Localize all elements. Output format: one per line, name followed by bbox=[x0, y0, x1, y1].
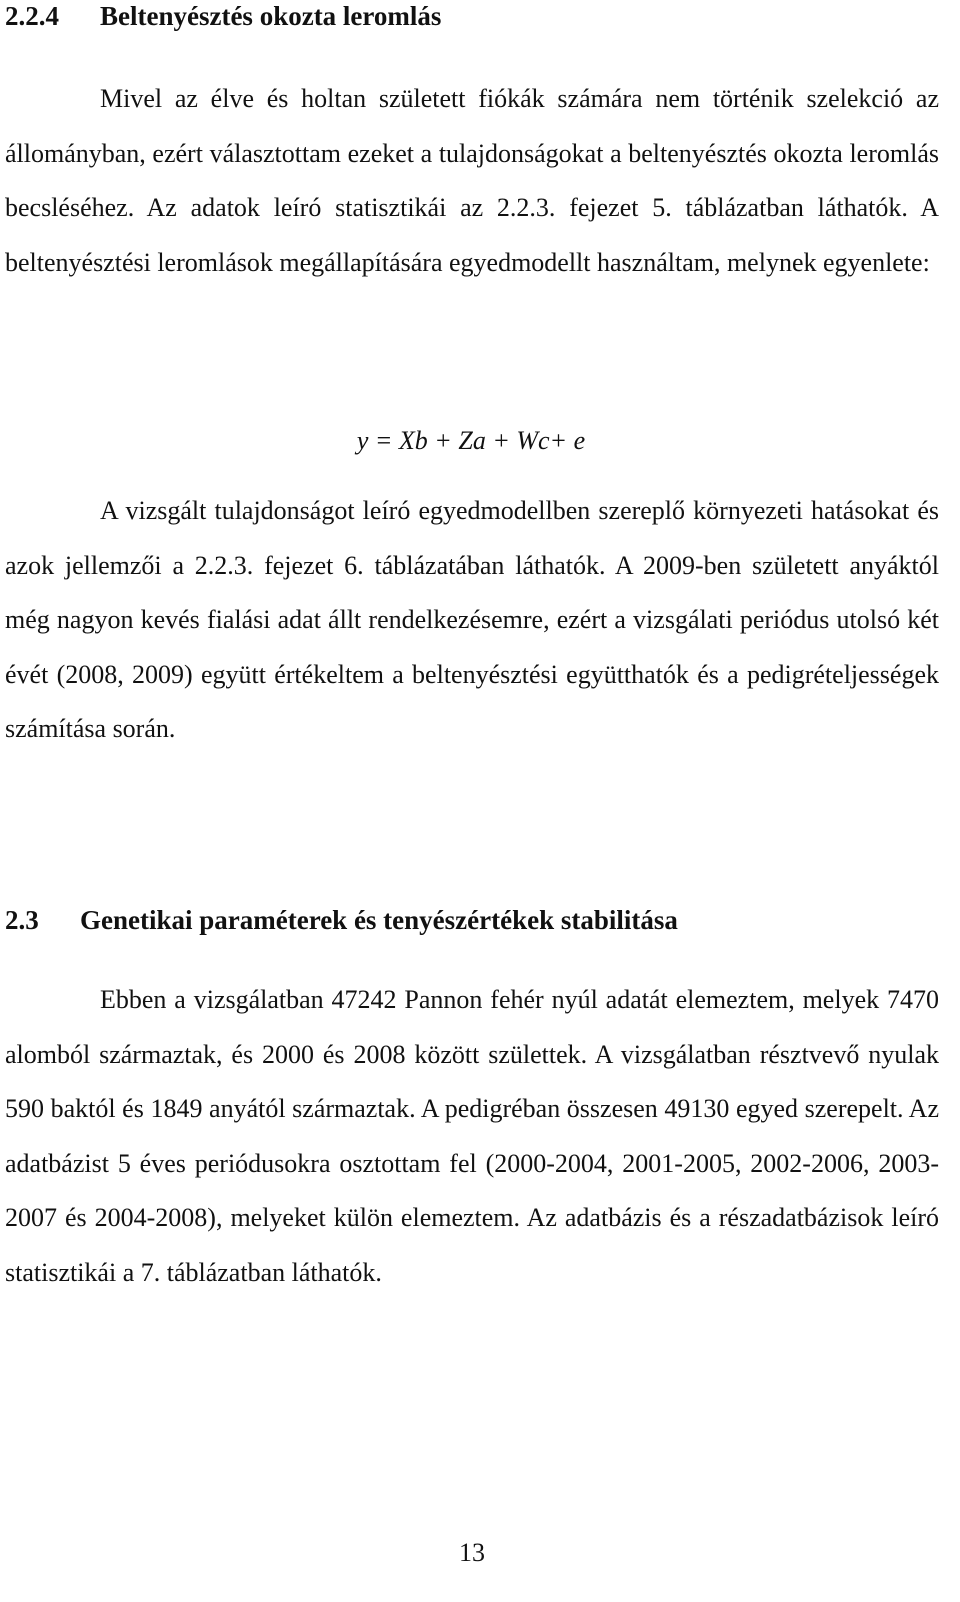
paragraph-genetic-parameters: Ebben a vizsgálatban 47242 Pannon fehér nyúl adatát elemeztem, melyek 7470 alomból származtak, és 2000 és 2008 között születtek. A vizsgálatban résztvevő nyulak 590 baktól és 1849 anyától származtak. A pedigréban összesen 49130 egyed szerepelt. Az adatbázist 5 éves periódusokra osztottam fel (2000-2004, 2001-2005, 2002-2006, 2003-2007 és 2004-2008), melyeket külön elemeztem. Az adatbázis és a részadatbázisok leíró statisztikái a 7. táblázatban láthatók. bbox=[5, 985, 939, 1287]
page-number: 13 bbox=[459, 1538, 485, 1567]
section-number: 2.2.4 bbox=[5, 1, 59, 31]
section-title: Beltenyésztés okozta leromlás bbox=[100, 1, 442, 31]
paragraph-environmental-effects: A vizsgált tulajdonságot leíró egyedmodellben szereplő környezeti hatásokat és azok jellemzői a 2.2.3. fejezet 6. táblázatában láthatók. A 2009-ben született anyáktól még nagyon kevés fialási adat állt rendelkezésemre, ezért a vizsgálati periódus utolsó két évét (2008, 2009) együtt értékeltem a beltenyésztési együtthatók és a pedigrételjességek számítása során. bbox=[5, 496, 939, 743]
section-number: 2.3 bbox=[5, 905, 39, 935]
section-title: Genetikai paraméterek és tenyészértékek stabilitása bbox=[80, 905, 678, 935]
section-heading-2-3 bbox=[5, 904, 678, 936]
model-equation: y = Xb + Za + Wc+ e bbox=[356, 426, 586, 455]
paragraph-inbreeding-intro: Mivel az élve és holtan született fiókák számára nem történik szelekció az állományban, ezért választottam ezeket a tulajdonságokat a beltenyésztés okozta leromlás becsléséhez. Az adatok leíró statisztikái az 2.2.3. fejezet 5. táblázatban láthatók. A beltenyésztési leromlások megállapítására egyedmodellt használtam, melynek egyenlete: bbox=[5, 84, 939, 277]
section-heading-2-2-4 bbox=[5, 0, 441, 32]
